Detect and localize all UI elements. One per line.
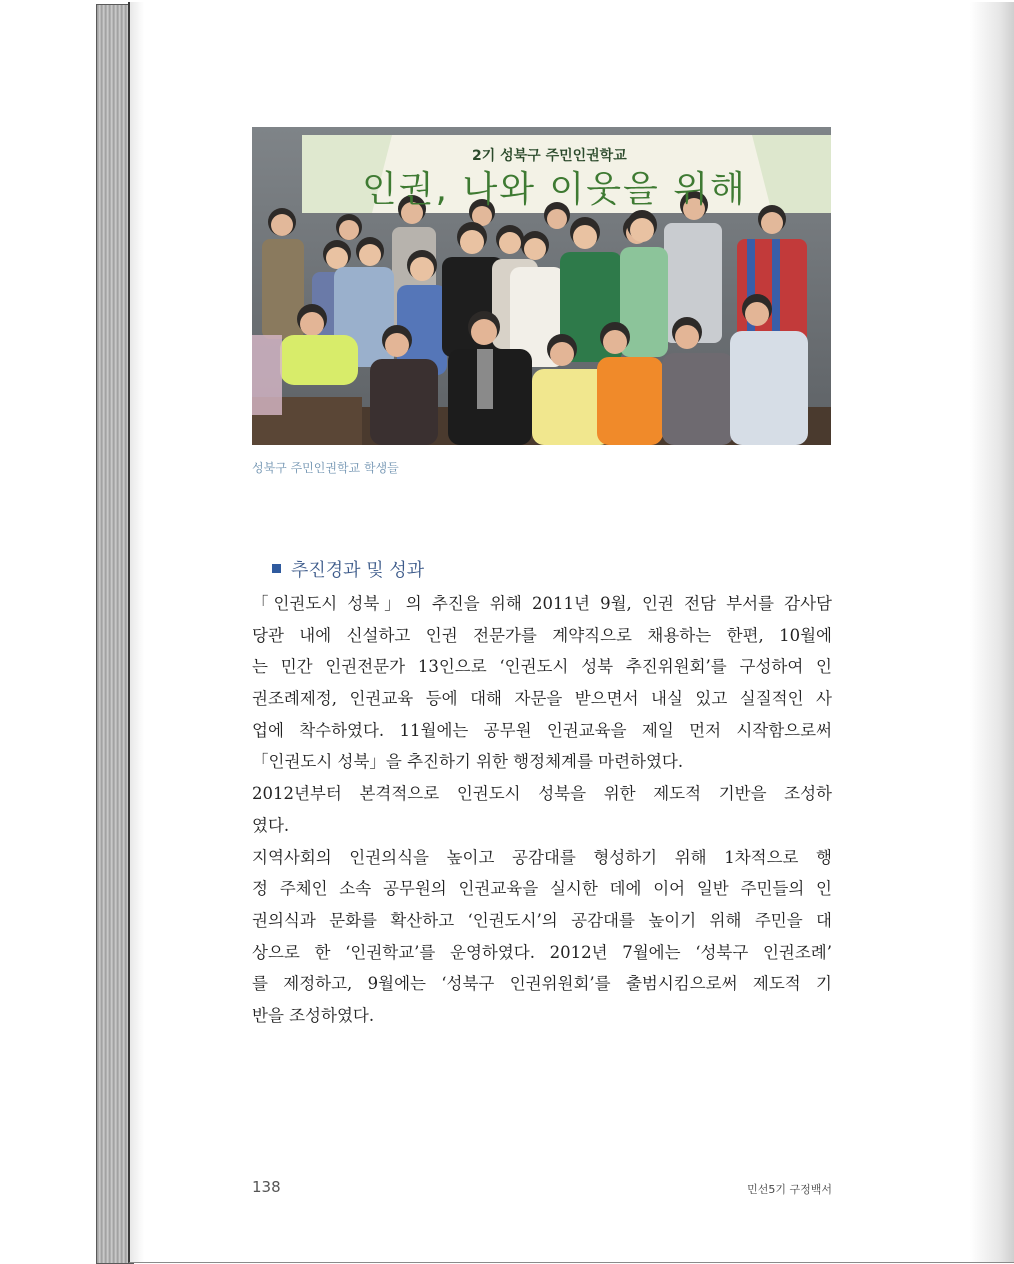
section-heading-text: 추진경과 및 성과 xyxy=(291,560,425,581)
body-paragraphs xyxy=(252,588,832,1032)
square-bullet-icon xyxy=(272,564,281,573)
text-line: 반을 조성하였다. xyxy=(252,1005,375,1025)
text-line: 상으로 한 ‘인권학교’를 운영하였다. 2012년 7월에는 ‘성북구 인권조례’ xyxy=(252,942,832,962)
section-heading xyxy=(272,556,424,582)
text-line: 권조례제정, 인권교육 등에 대해 자문을 받으면서 내실 있고 실질적인 사 xyxy=(252,689,832,709)
photo-caption: 성북구 주민인권학교 학생들 xyxy=(252,461,399,475)
text-line: 권의식과 문화를 확산하고 ‘인권도시’의 공감대를 높이기 위해 주민을 대 xyxy=(252,910,832,930)
group-photo xyxy=(252,127,831,445)
text-line: 당관 내에 신설하고 인권 전문가를 계약직으로 채용하는 한편, 10월에 xyxy=(252,625,832,645)
banner-slogan: 인권, 나와 이웃을 위해 xyxy=(362,169,747,210)
text-line: 업에 착수하였다. 11월에는 공무원 인권교육을 제일 먼저 시작함으로써 xyxy=(252,720,832,740)
banner-title: 2기 성북구 주민인권학교 xyxy=(472,148,627,164)
text-line: 2012년부터 본격적으로 인권도시 성북을 위한 제도적 기반을 조성하 xyxy=(252,784,832,804)
text-line: 였다. xyxy=(252,815,290,835)
text-line: 는 민간 인권전문가 13인으로 ‘인권도시 성북 추진위원회’를 구성하여 인 xyxy=(252,657,832,677)
text-line: 「인권도시 성북」의 추진을 위해 2011년 9월, 인권 전담 부서를 감사담 xyxy=(252,594,832,613)
text-line: 지역사회의 인권의식을 높이고 공감대를 형성하기 위해 1차적으로 행 xyxy=(252,847,832,867)
running-title: 민선5기 구정백서 xyxy=(747,1183,832,1196)
text-line: 정 주체인 소속 공무원의 인권교육을 실시한 데에 이어 일반 주민들의 인 xyxy=(252,879,832,899)
text-line: 를 제정하고, 9월에는 ‘성북구 인권위원회’를 출범시킴으로써 제도적 기 xyxy=(252,974,832,994)
text-line: 「인권도시 성북」을 추진하기 위한 행정체계를 마련하였다. xyxy=(252,752,684,772)
page-number: 138 xyxy=(252,1178,281,1196)
